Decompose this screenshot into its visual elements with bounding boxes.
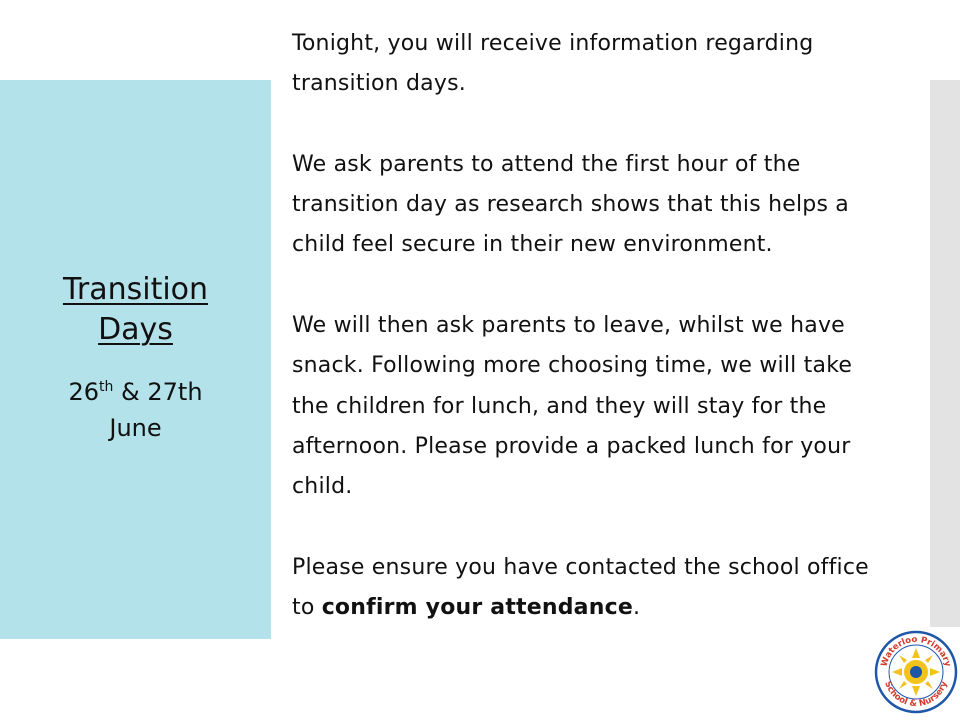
paragraph-spacer [292,105,912,145]
paragraph-4-line-1: Please ensure you have contacted the school office [292,554,869,580]
transition-dates [0,374,271,446]
paragraph-3-line-1: We will then ask parents to leave, whilst we have [292,313,845,339]
svg-text:School & Nursery: School & Nursery [882,680,950,710]
date-day-1: 26 [68,378,100,406]
paragraph-3-line-5: child. [292,474,353,500]
title-line-1: Transition [62,272,209,307]
date-rest: & 27th [113,378,203,406]
date-suffix: th [99,379,114,395]
right-decorative-bar [930,80,960,627]
body-text [292,24,912,628]
school-logo-emblem [874,630,958,714]
paragraph-1-line-2: transition days. [292,71,466,97]
paragraph-2-line-2: transition day as research shows that this helps a [292,192,849,218]
paragraph-3-line-4: afternoon. Please provide a packed lunch for your [292,433,851,459]
confirm-attendance-emphasis: confirm your attendance [321,595,633,621]
paragraph-2-line-3: child feel secure in their new environment. [292,232,773,258]
school-logo [874,630,958,714]
paragraph-spacer [292,266,912,306]
paragraph-4-line-2 [292,588,912,628]
paragraph-3-line-2: snack. Following more choosing time, we will take [292,353,853,379]
paragraph-1-line-1: Tonight, you will receive information regarding [292,31,814,56]
title-line-2: Days [98,312,173,347]
confirm-suffix: . [632,595,641,621]
paragraph-spacer [292,508,912,548]
confirm-prefix: to [292,595,322,621]
date-month: June [109,414,162,442]
svg-text:Waterloo Primary: Waterloo Primary [879,634,953,668]
paragraph-2-line-1: We ask parents to attend the first hour of the [292,151,801,177]
side-panel [0,80,271,639]
slide-title [0,270,271,350]
paragraph-3-line-3: the children for lunch, and they will stay for the [292,393,827,419]
